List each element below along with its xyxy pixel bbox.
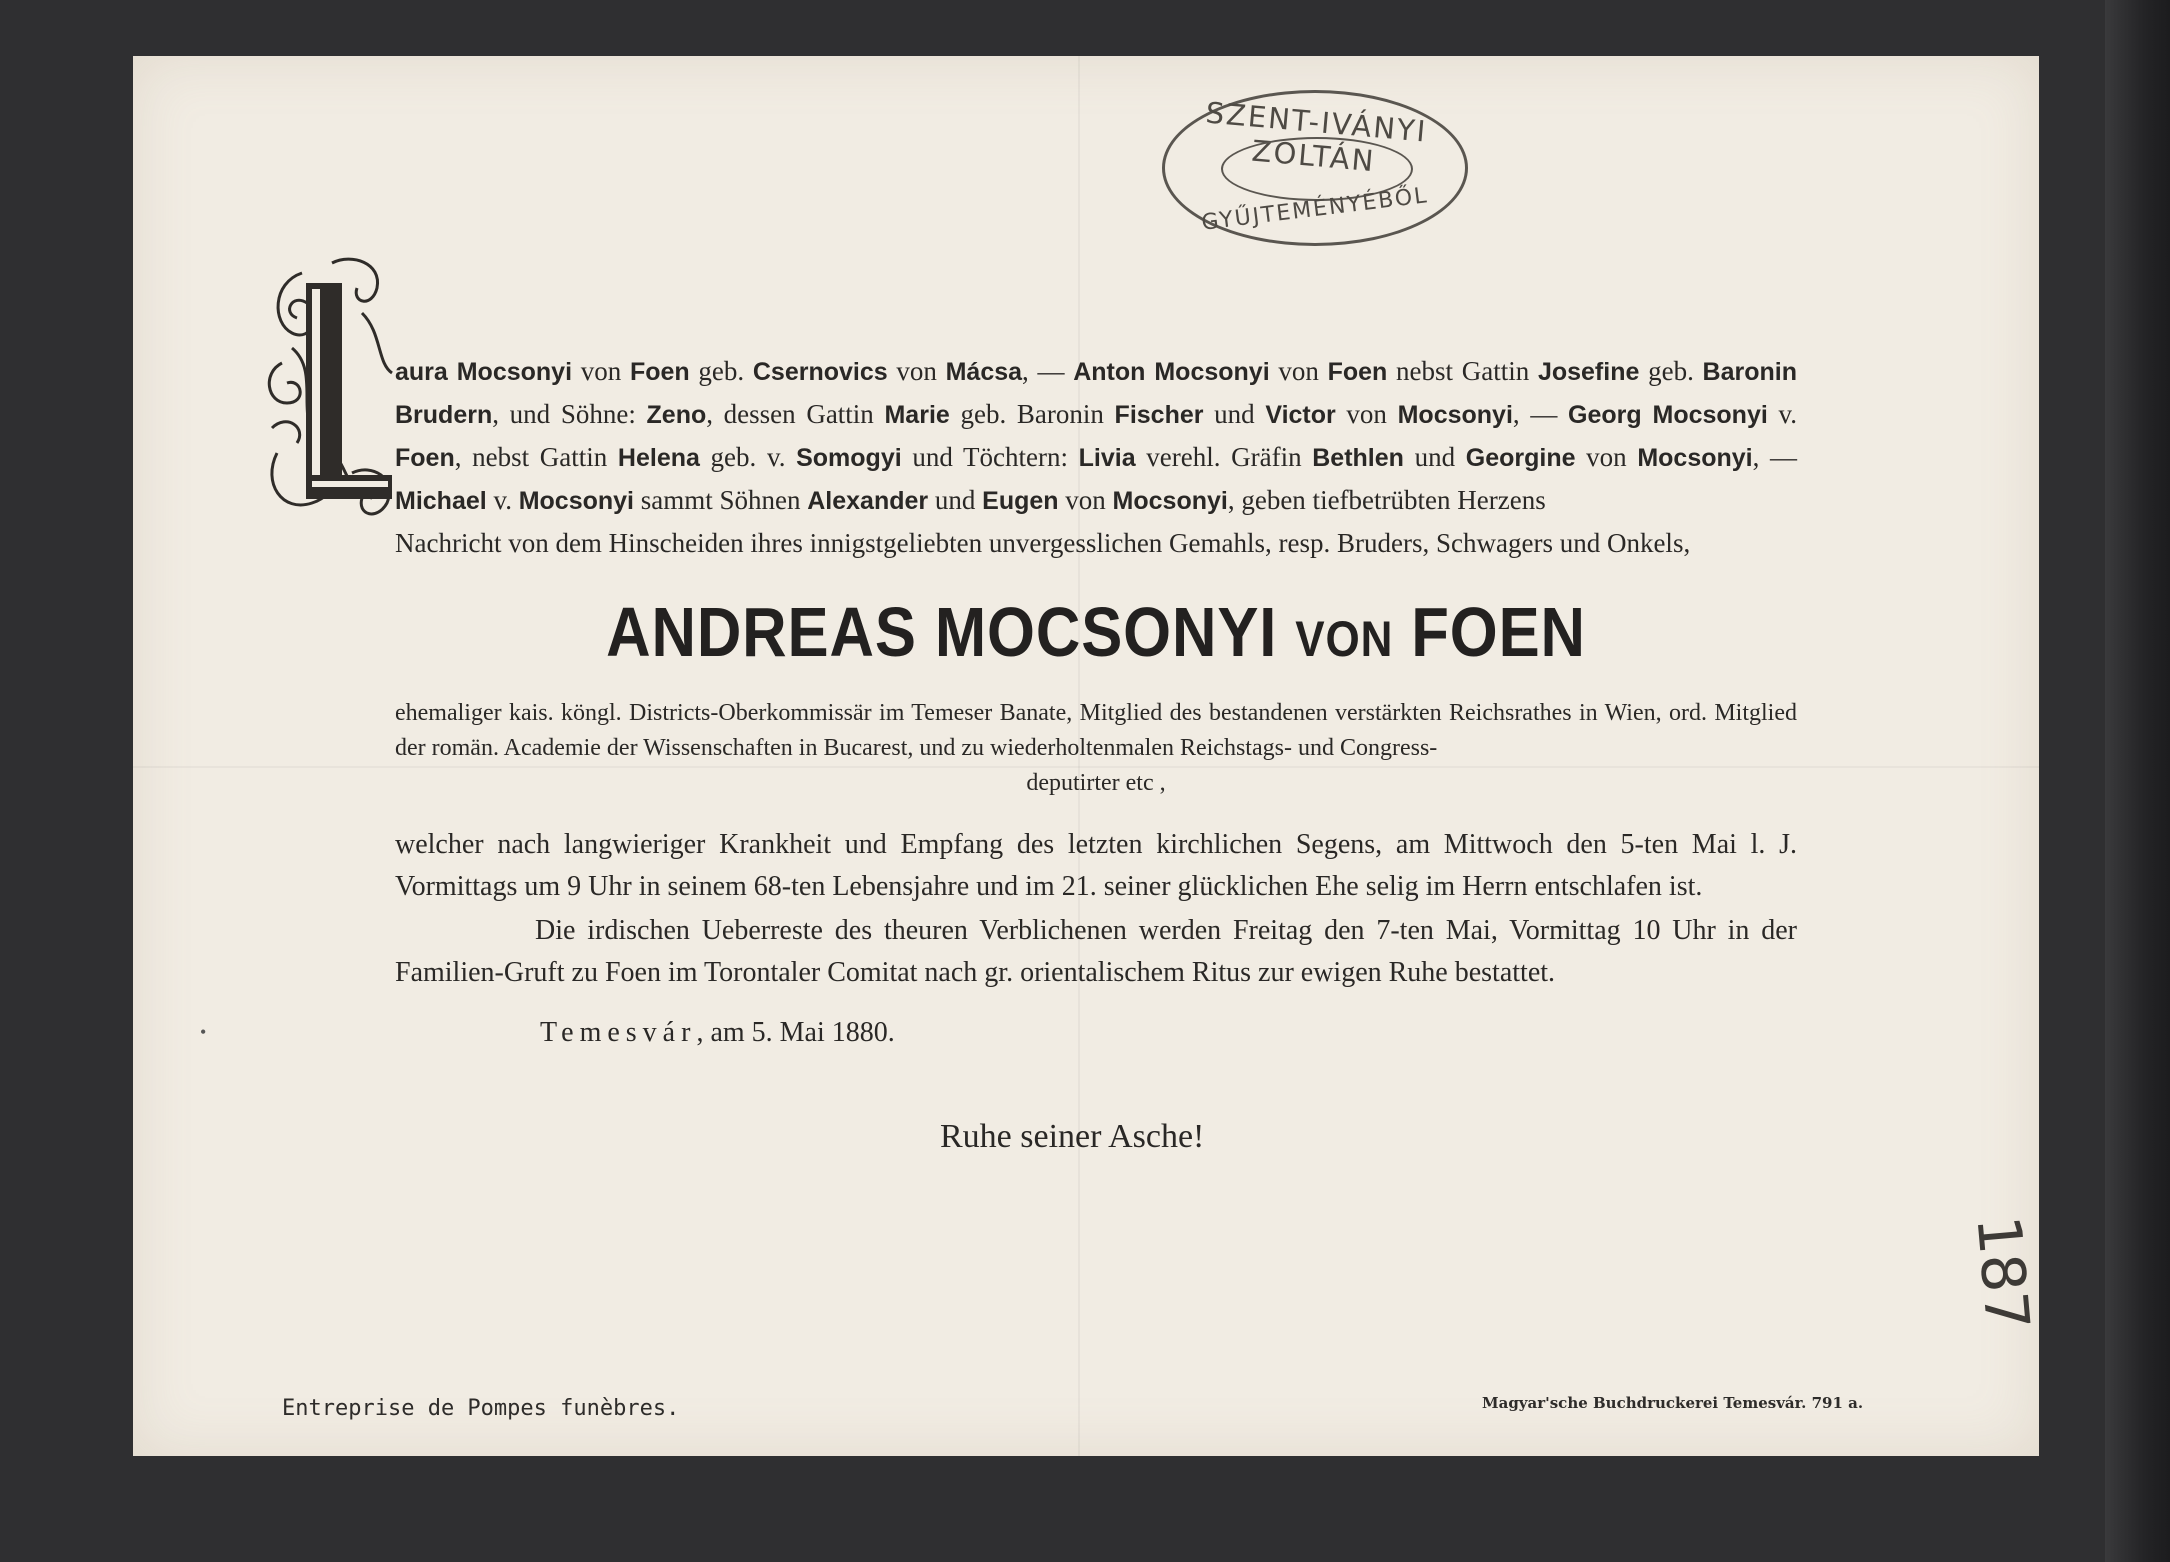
text: , nebst Gattin	[454, 442, 618, 472]
stamp-bottom-text: GYŰJTEMÉNYÉBŐL	[1200, 183, 1430, 236]
place-and-date	[540, 1012, 895, 1054]
name: Josefine	[1537, 358, 1640, 386]
place-name: Temesvár	[540, 1017, 697, 1048]
ornamental-initial	[262, 253, 402, 525]
name: Baronin Brudern	[395, 358, 1797, 429]
name-laura: aura Mocsonyi	[395, 358, 573, 386]
text: geb. Baronin	[949, 399, 1115, 429]
text: von	[1335, 399, 1398, 429]
name: Mocsonyi	[1112, 487, 1228, 515]
text: verehl. Gräfin	[1135, 442, 1313, 472]
ornamental-initial-glyph	[262, 253, 402, 525]
text: v.	[486, 485, 519, 515]
text: sammt Söhnen	[634, 485, 808, 515]
handwritten-number: 187	[1962, 1212, 2043, 1334]
text: von	[1269, 356, 1328, 386]
collection-stamp	[1162, 90, 1468, 246]
name: Foen	[1327, 358, 1388, 386]
text: von	[887, 356, 946, 386]
name: Alexander	[807, 487, 929, 515]
deceased-name-part: FOEN	[1393, 593, 1586, 671]
scan-edge	[2105, 0, 2170, 1562]
date-text: , am 5. Mai 1880.	[696, 1017, 895, 1048]
deceased-name-von: VON	[1295, 611, 1394, 667]
footer-printer: Magyar'sche Buchdruckerei Temesvár. 791 a.	[1482, 1394, 1864, 1412]
text: und Töchtern:	[901, 442, 1079, 472]
text: nebst Gattin	[1387, 356, 1538, 386]
stamp-top-text: SZENT-IVÁNYI ZOLTÁN	[1204, 95, 1429, 179]
name: Livia	[1078, 444, 1136, 472]
name: Georgine	[1465, 444, 1576, 472]
text: , geben tiefbetrübten Herzens	[1227, 485, 1546, 515]
name: Mocsonyi	[1397, 401, 1513, 429]
deceased-name-heading	[479, 592, 1713, 672]
name: Mácsa	[945, 358, 1023, 386]
name: Mocsonyi	[518, 487, 634, 515]
family-announcement-paragraph	[395, 350, 1797, 564]
text: und	[928, 485, 983, 515]
footer-undertaker: Entreprise de Pompes funèbres.	[282, 1396, 680, 1421]
burial-notice-paragraph: Die irdischen Ueberreste des theuren Verblichenen werden Freitag den 7-ten Mai, Vormittag 10 Uhr in der Familien-Gruft zu Foen im Torontaler Comitat nach gr. orientalischem Ritus zur ewigen Ruhe bestattet.	[395, 915, 1797, 988]
name: Georg Mocsonyi	[1568, 401, 1768, 429]
closing-phrase: Ruhe seiner Asche!	[940, 1118, 1205, 1155]
name: Michael	[395, 487, 487, 515]
name: Mocsonyi	[1637, 444, 1753, 472]
name: Eugen	[982, 487, 1059, 515]
deceased-name-part: ANDREAS MOCSONYI	[606, 593, 1296, 671]
text: , —	[1022, 356, 1074, 386]
titles-text-end: deputirter etc ,	[1026, 770, 1166, 796]
text: , dessen Gattin	[706, 399, 885, 429]
ornamental-initial-letter: L	[324, 403, 325, 404]
text: und	[1403, 442, 1466, 472]
text: von	[572, 356, 630, 386]
text: von	[1575, 442, 1638, 472]
text: und	[1203, 399, 1266, 429]
text: geb.	[689, 356, 753, 386]
name: Bethlen	[1312, 444, 1404, 472]
name: Foen	[629, 358, 690, 386]
name: Csernovics	[752, 358, 888, 386]
titles-text: ehemaliger kais. köngl. Districts-Oberkommissär im Temeser Banate, Mitglied des bestandenen verstärkten Reichsrathes in Wien, ord. Mitglied der romän. Academie der Wissenschaften in Bucarest, und zu wiederholtenmalen Reichstags- und Congress-	[395, 700, 1797, 761]
text: , —	[1752, 442, 1798, 472]
text: geb.	[1639, 356, 1703, 386]
name: Foen	[395, 444, 455, 472]
name: Somogyi	[796, 444, 902, 472]
name: Helena	[617, 444, 700, 472]
text: , —	[1512, 399, 1569, 429]
text: Nachricht von dem Hinscheiden ihres innigstgeliebten unvergesslichen Gemahls, resp. Bruders, Schwagers und Onkels,	[395, 528, 1691, 558]
name: Marie	[884, 401, 950, 429]
name: Fischer	[1114, 401, 1204, 429]
text: geb. v.	[699, 442, 797, 472]
name: Anton Mocsonyi	[1073, 358, 1270, 386]
margin-mark: •	[200, 1022, 207, 1042]
death-notice-paragraph: welcher nach langwieriger Krankheit und Empfang des letzten kirchlichen Segens, am Mittwoch den 5-ten Mai l. J. Vormittags um 9 Uhr in seinem 68-ten Lebensjahre und im 21. seiner glücklichen Ehe selig im Herrn entschlafen ist.	[395, 829, 1797, 902]
text: v.	[1767, 399, 1797, 429]
name: Zeno	[646, 401, 707, 429]
deceased-titles	[395, 696, 1797, 801]
name: Victor	[1265, 401, 1336, 429]
text: von	[1058, 485, 1113, 515]
text: , und Söhne:	[492, 399, 647, 429]
